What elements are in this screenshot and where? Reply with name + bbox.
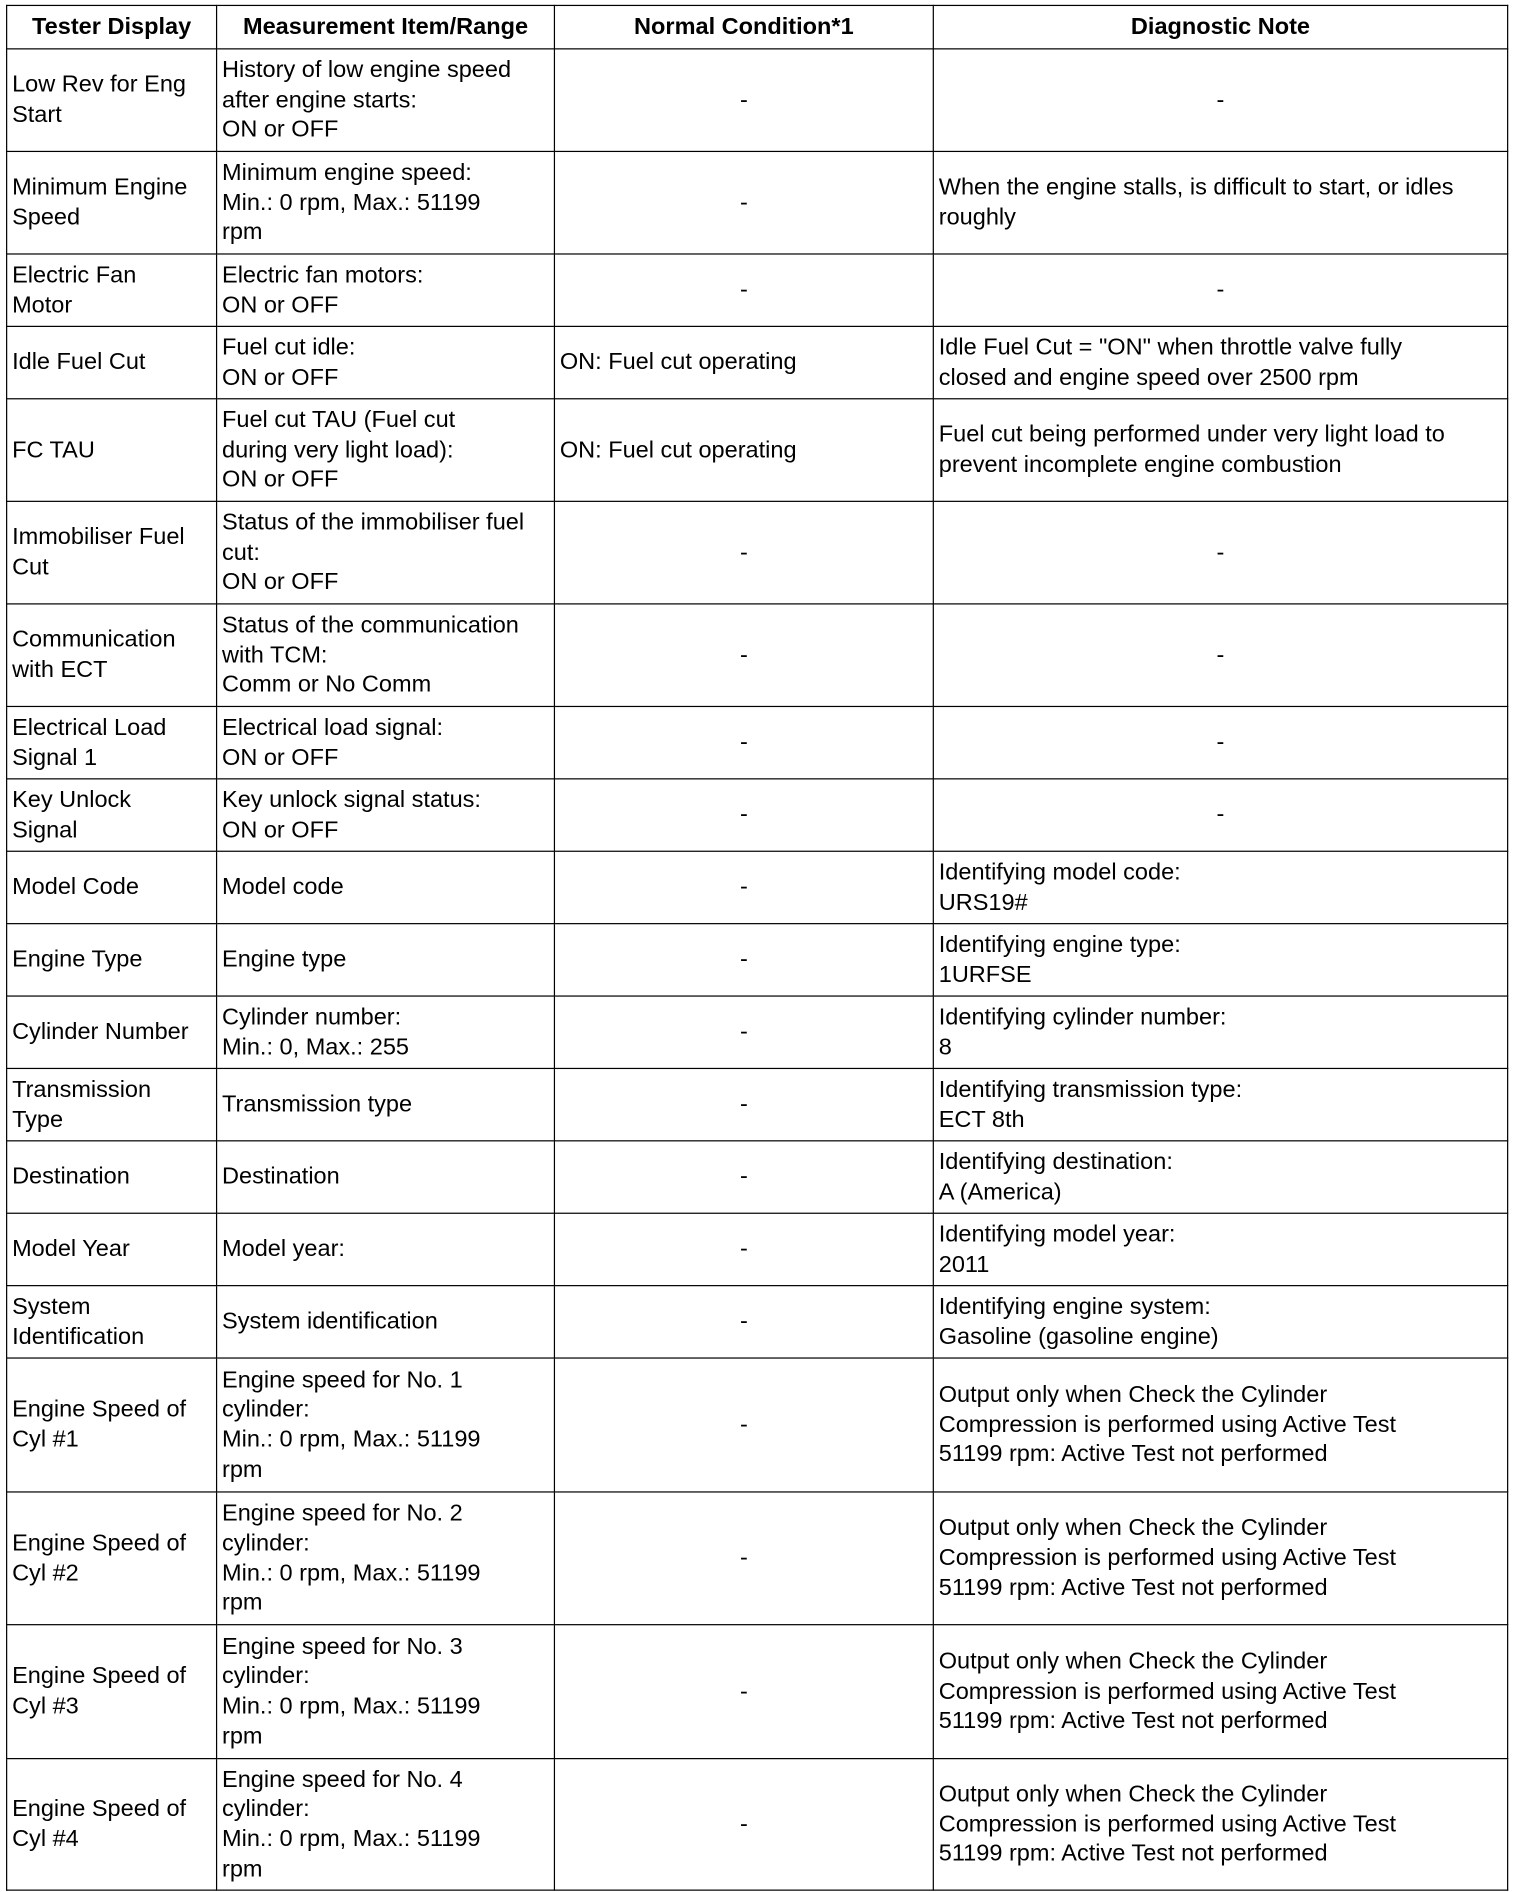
cell-measurement-range: System identification [217,1286,555,1358]
cell-diagnostic-note: Fuel cut being performed under very light load to prevent incomplete engine combustion [933,399,1507,502]
table-row [7,1286,1508,1358]
cell-tester-display: Engine Speed of Cyl #4 [7,1759,217,1891]
table-row [7,779,1508,851]
cell-diagnostic-note: - [933,706,1507,778]
data-list-table [6,5,1508,1891]
cell-measurement-range: History of low engine speed after engine starts: ON or OFF [217,49,555,152]
cell-tester-display: Engine Speed of Cyl #1 [7,1358,217,1492]
cell-diagnostic-note: Output only when Check the Cylinder Compression is performed using Active Test 51199 rpm: Active Test not performed [933,1759,1507,1891]
cell-normal-condition: - [554,1492,933,1625]
cell-diagnostic-note: Identifying engine system: Gasoline (gasoline engine) [933,1286,1507,1358]
cell-diagnostic-note: Identifying transmission type: ECT 8th [933,1068,1507,1140]
cell-diagnostic-note: - [933,49,1507,152]
cell-normal-condition: ON: Fuel cut operating [554,399,933,502]
cell-normal-condition: - [554,996,933,1068]
cell-normal-condition: - [554,1141,933,1213]
cell-normal-condition: - [554,501,933,604]
table-row [7,501,1508,604]
cell-tester-display: Minimum Engine Speed [7,151,217,254]
cell-measurement-range: Fuel cut TAU (Fuel cut during very light load): ON or OFF [217,399,555,502]
cell-measurement-range: Model year: [217,1213,555,1285]
table-row [7,151,1508,254]
table-row [7,1213,1508,1285]
cell-normal-condition: - [554,779,933,851]
cell-normal-condition: - [554,851,933,923]
cell-measurement-range: Cylinder number: Min.: 0, Max.: 255 [217,996,555,1068]
cell-diagnostic-note: Output only when Check the Cylinder Compression is performed using Active Test 51199 rpm: Active Test not performed [933,1492,1507,1625]
cell-tester-display: Model Code [7,851,217,923]
cell-measurement-range: Electrical load signal: ON or OFF [217,706,555,778]
cell-normal-condition: - [554,49,933,152]
cell-normal-condition: - [554,924,933,996]
cell-tester-display: Key Unlock Signal [7,779,217,851]
cell-tester-display: System Identification [7,1286,217,1358]
cell-tester-display: Electric Fan Motor [7,254,217,326]
cell-measurement-range: Minimum engine speed: Min.: 0 rpm, Max.: 51199 rpm [217,151,555,254]
cell-tester-display: Model Year [7,1213,217,1285]
table-row [7,254,1508,326]
cell-diagnostic-note: - [933,254,1507,326]
cell-normal-condition: - [554,1759,933,1891]
cell-normal-condition: - [554,706,933,778]
table-row [7,49,1508,152]
cell-diagnostic-note: - [933,501,1507,604]
cell-tester-display: Idle Fuel Cut [7,326,217,398]
cell-tester-display: Electrical Load Signal 1 [7,706,217,778]
cell-diagnostic-note: When the engine stalls, is difficult to start, or idles roughly [933,151,1507,254]
cell-measurement-range: Key unlock signal status: ON or OFF [217,779,555,851]
table-row [7,924,1508,996]
table-row [7,1492,1508,1625]
cell-tester-display: Cylinder Number [7,996,217,1068]
cell-diagnostic-note: Output only when Check the Cylinder Compression is performed using Active Test 51199 rpm: Active Test not performed [933,1625,1507,1759]
cell-normal-condition: - [554,1358,933,1492]
header-measurement-item: Measurement Item/Range [217,5,555,48]
cell-tester-display: Engine Speed of Cyl #2 [7,1492,217,1625]
cell-normal-condition: - [554,1286,933,1358]
cell-measurement-range: Engine type [217,924,555,996]
cell-normal-condition: ON: Fuel cut operating [554,326,933,398]
cell-normal-condition: - [554,604,933,707]
cell-measurement-range: Destination [217,1141,555,1213]
cell-tester-display: Immobiliser Fuel Cut [7,501,217,604]
cell-diagnostic-note: Identifying destination: A (America) [933,1141,1507,1213]
cell-normal-condition: - [554,1625,933,1759]
cell-tester-display: Low Rev for Eng Start [7,49,217,152]
table-row [7,706,1508,778]
cell-tester-display: Destination [7,1141,217,1213]
table-row [7,604,1508,707]
table-row [7,1068,1508,1140]
cell-tester-display: Transmission Type [7,1068,217,1140]
table-row [7,1759,1508,1891]
cell-tester-display: Communication with ECT [7,604,217,707]
header-row [7,5,1508,48]
cell-normal-condition: - [554,151,933,254]
cell-measurement-range: Status of the immobiliser fuel cut: ON or OFF [217,501,555,604]
cell-measurement-range: Engine speed for No. 3 cylinder: Min.: 0 rpm, Max.: 51199 rpm [217,1625,555,1759]
table-row [7,1358,1508,1492]
cell-measurement-range: Engine speed for No. 2 cylinder: Min.: 0 rpm, Max.: 51199 rpm [217,1492,555,1625]
cell-tester-display: Engine Type [7,924,217,996]
cell-measurement-range: Status of the communication with TCM: Comm or No Comm [217,604,555,707]
cell-normal-condition: - [554,1068,933,1140]
cell-diagnostic-note: Output only when Check the Cylinder Compression is performed using Active Test 51199 rpm: Active Test not performed [933,1358,1507,1492]
table-row [7,996,1508,1068]
cell-measurement-range: Model code [217,851,555,923]
table-row [7,326,1508,398]
table-row [7,1625,1508,1759]
cell-diagnostic-note: Identifying model code: URS19# [933,851,1507,923]
cell-measurement-range: Electric fan motors: ON or OFF [217,254,555,326]
header-diagnostic-note: Diagnostic Note [933,5,1507,48]
cell-tester-display: FC TAU [7,399,217,502]
cell-diagnostic-note: Identifying engine type: 1URFSE [933,924,1507,996]
table-row [7,1141,1508,1213]
cell-diagnostic-note: - [933,604,1507,707]
cell-measurement-range: Engine speed for No. 4 cylinder: Min.: 0 rpm, Max.: 51199 rpm [217,1759,555,1891]
table-row [7,851,1508,923]
cell-diagnostic-note: - [933,779,1507,851]
cell-normal-condition: - [554,254,933,326]
header-tester-display: Tester Display [7,5,217,48]
cell-diagnostic-note: Idle Fuel Cut = "ON" when throttle valve fully closed and engine speed over 2500 rpm [933,326,1507,398]
cell-diagnostic-note: Identifying model year: 2011 [933,1213,1507,1285]
cell-diagnostic-note: Identifying cylinder number: 8 [933,996,1507,1068]
cell-measurement-range: Transmission type [217,1068,555,1140]
header-normal-condition: Normal Condition*1 [554,5,933,48]
cell-normal-condition: - [554,1213,933,1285]
cell-measurement-range: Engine speed for No. 1 cylinder: Min.: 0 rpm, Max.: 51199 rpm [217,1358,555,1492]
table-row [7,399,1508,502]
cell-tester-display: Engine Speed of Cyl #3 [7,1625,217,1759]
cell-measurement-range: Fuel cut idle: ON or OFF [217,326,555,398]
